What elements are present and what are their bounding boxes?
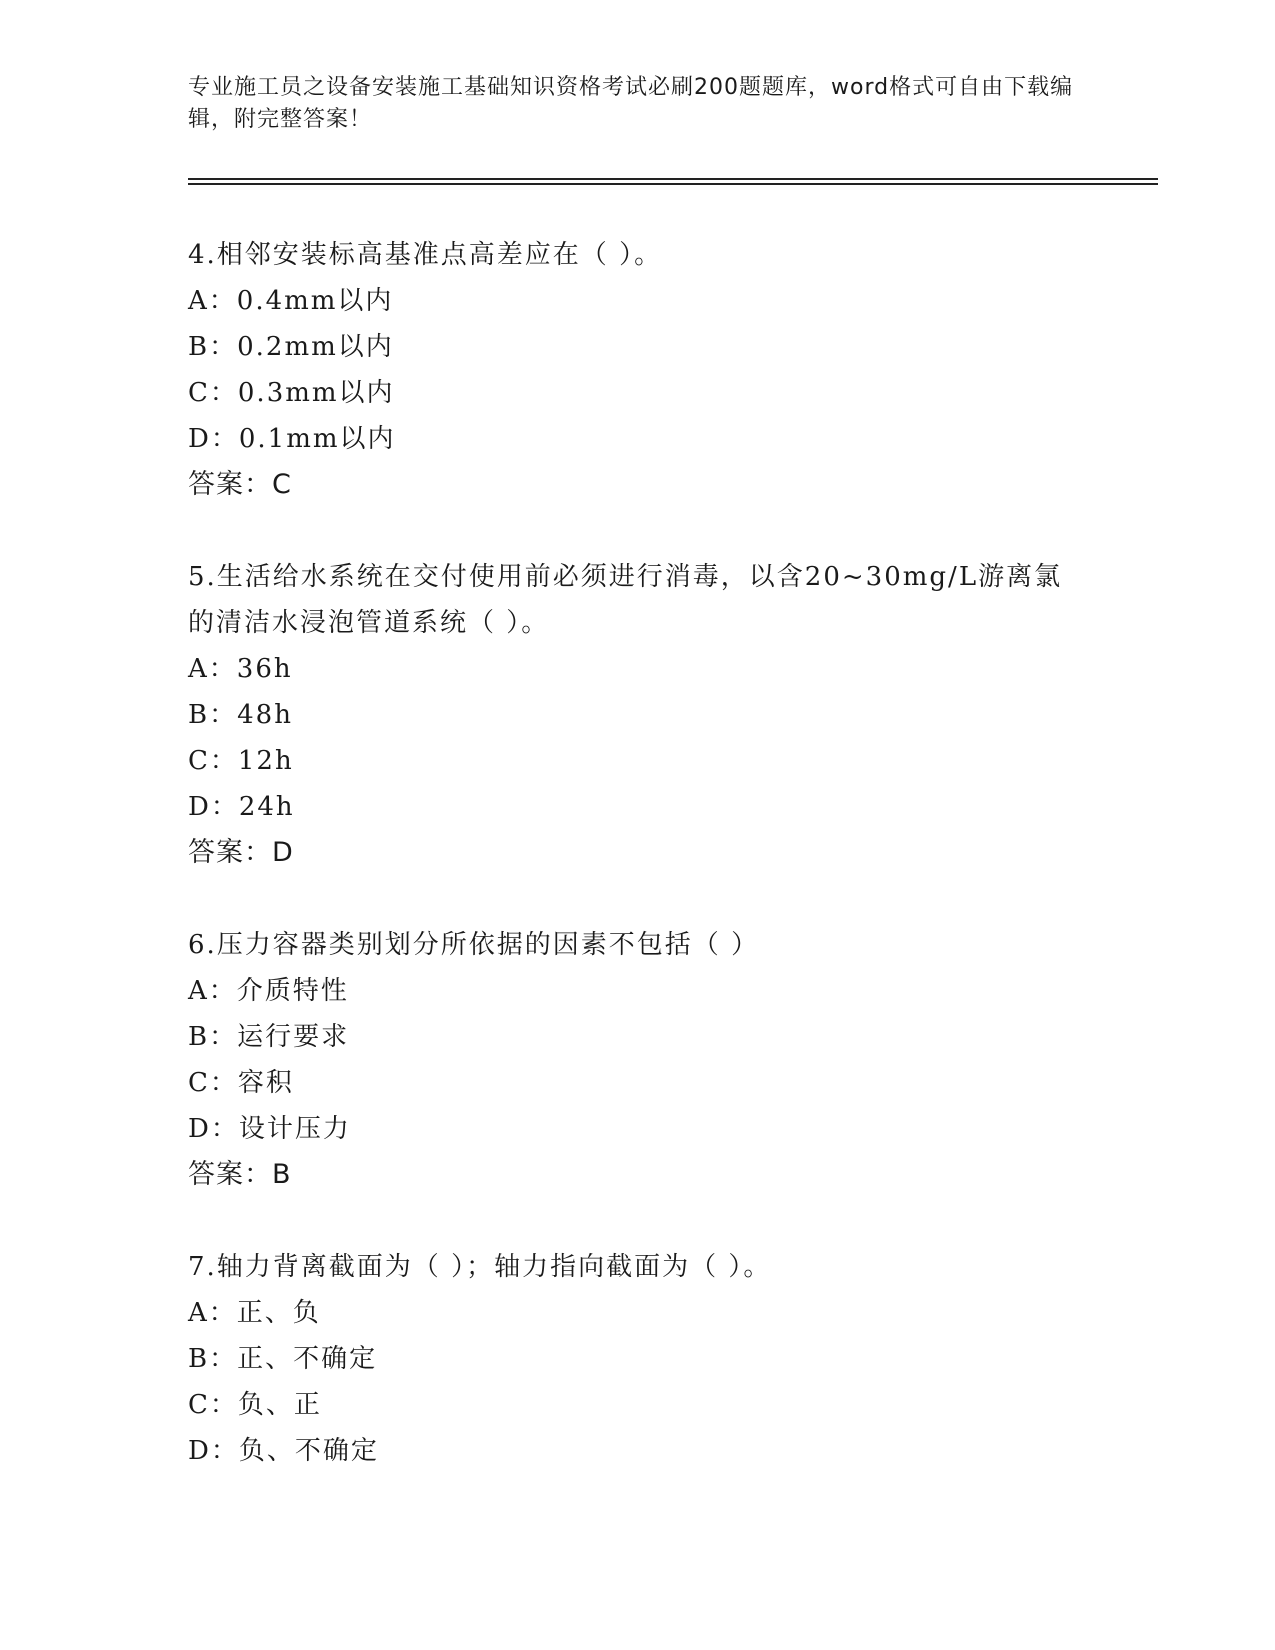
option-d: D：24h	[188, 792, 295, 822]
option-b: B：正、不确定	[188, 1344, 378, 1374]
option-b: B：48h	[188, 700, 293, 730]
question-stem: 7.轴力背离截面为（ ）；轴力指向截面为（ ）。	[188, 1252, 772, 1282]
option-d: D：设计压力	[188, 1114, 351, 1144]
header-rule-top	[188, 178, 1158, 180]
option-b: B：0.2mm以内	[188, 332, 394, 362]
question-4	[188, 232, 1088, 554]
answer-line: 答案：D	[188, 837, 294, 868]
question-7	[188, 1244, 1088, 1474]
header-rule-bottom	[188, 183, 1158, 185]
question-stem: 5.生活给水系统在交付使用前必须进行消毒，以含20~30mg/L游离氯的清洁水浸泡管道系统（ ）。	[188, 562, 1063, 638]
option-c: C：0.3mm以内	[188, 378, 395, 408]
option-c: C：12h	[188, 746, 294, 776]
option-c: C：负、正	[188, 1390, 322, 1420]
option-a: A：正、负	[188, 1298, 321, 1328]
question-5	[188, 554, 1088, 922]
document-header: 专业施工员之设备安装施工基础知识资格考试必刷200题题库，word格式可自由下载编辑，附完整答案！	[188, 75, 1074, 132]
answer-line: 答案：C	[188, 469, 292, 500]
option-c: C：容积	[188, 1068, 294, 1098]
option-a: A：0.4mm以内	[188, 286, 394, 316]
option-a: A：36h	[188, 654, 293, 684]
question-6	[188, 922, 1088, 1244]
question-stem: 4.相邻安装标高基准点高差应在（ ）。	[188, 240, 663, 270]
option-d: D：负、不确定	[188, 1436, 379, 1466]
option-b: B：运行要求	[188, 1022, 350, 1052]
question-stem: 6.压力容器类别划分所依据的因素不包括（ ）	[188, 930, 760, 960]
option-a: A：介质特性	[188, 976, 349, 1006]
answer-line: 答案：B	[188, 1159, 292, 1190]
question-list	[188, 232, 1088, 1474]
option-d: D：0.1mm以内	[188, 424, 396, 454]
